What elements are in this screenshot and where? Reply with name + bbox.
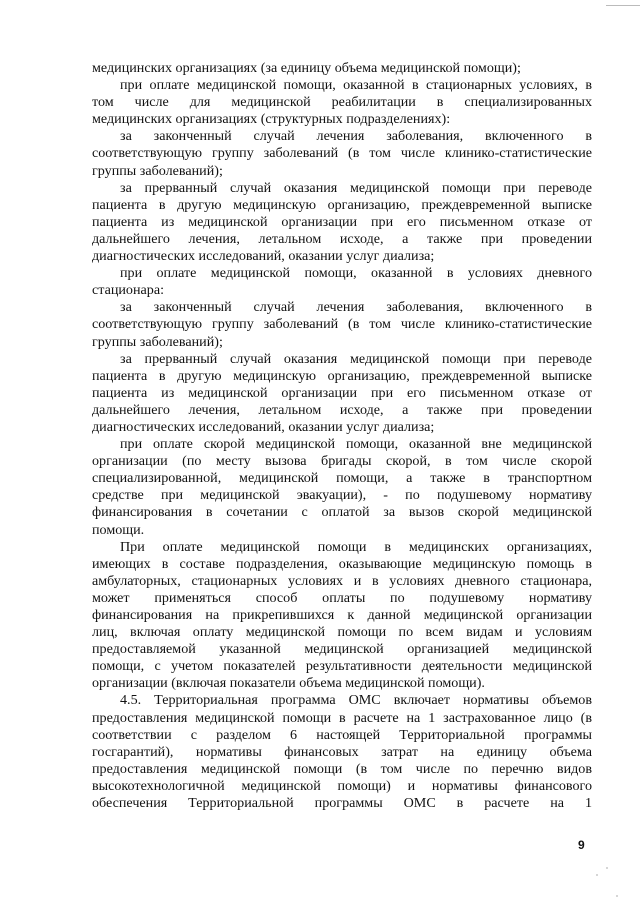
text-line: за прерванный случай оказания медицинской помощи при переводе [120,350,592,367]
text-line: том числе для медицинской реабилитации в специализированных [92,94,592,111]
text-line: за законченный случай лечения заболевания, включенного в [120,128,592,145]
document-body [92,60,592,812]
text-line: средстве при медицинской эвакуации), - по подушевому нормативу [92,487,592,504]
text-line: помощи. [92,521,145,538]
text-line: стационара: [92,282,164,299]
text-line: лиц, включая оплату медицинской помощи по всем видам и условиям [92,624,592,641]
scan-speck [596,874,598,876]
text-line: пациента из медицинской организации при его письменном отказе от [92,213,592,230]
text-line: соответствующую группу заболеваний (в том числе клинико-статистические [92,145,592,162]
text-line: медицинских организациях (за единицу объема медицинской помощи); [92,60,521,76]
text-line: дальнейшего лечения, летальном исходе, а также при проведении [92,230,592,247]
text-line: может применяться способ оплаты по подушевому нормативу [92,589,592,606]
text-line: соответствующую группу заболеваний (в том числе клинико-статистические [92,316,592,333]
text-line: пациента в другую медицинскую организацию, преждевременной выписке [92,196,592,213]
text-line: организации (включая показатели объема медицинской помощи). [92,675,485,692]
text-line: пациента в другую медицинскую организацию, преждевременной выписке [92,367,592,384]
text-line: медицинских организациях (структурных подразделениях): [92,111,451,128]
text-line: госгарантий), нормативы финансовых затрат на единицу объема [92,743,592,760]
text-line: при оплате скорой медицинской помощи, оказанной вне медицинской [120,436,592,453]
text-line: При оплате медицинской помощи в медицинских организациях, [120,538,592,555]
text-line: финансирования в сочетании с оплатой за вызов скорой медицинской [92,504,592,521]
text-line: имеющих в составе подразделения, оказывающие медицинскую помощь в [92,555,592,572]
text-line: за прерванный случай оказания медицинской помощи при переводе [120,179,592,196]
text-line: за законченный случай лечения заболевания, включенного в [120,299,592,316]
text-line: группы заболеваний); [92,162,223,179]
text-line: предоставления медицинской помощи (в том числе по перечню видов [92,760,592,777]
text-line: амбулаторных, стационарных условиях и в условиях дневного стационара, [92,572,592,589]
text-line: высокотехнологичной медицинской помощи) и нормативы финансового [92,777,592,794]
scan-edge-mark [606,5,640,6]
page-number: 9 [578,838,585,852]
text-line: 4.5. Территориальная программа ОМС включает нормативы объемов [120,692,592,709]
text-line: при оплате медицинской помощи, оказанной в условиях дневного [120,265,592,282]
text-line: соответствии с разделом 6 настоящей Территориальной программы [92,726,592,743]
text-line: диагностических исследований, оказании услуг диализа; [92,248,435,265]
text-line: диагностических исследований, оказании услуг диализа; [92,418,435,435]
text-line: предоставляемой указанной медицинской организацией медицинской [92,641,592,658]
text-line: группы заболеваний); [92,333,223,350]
text-line: помощи, с учетом показателей результативности деятельности медицинской [92,658,592,675]
text-line: предоставления медицинской помощи в расчете на 1 застрахованное лицо (в [92,709,592,726]
scan-speck [606,867,608,869]
text-line: обеспечения Территориальной программы ОМС в расчете на 1 [92,795,592,812]
text-line: дальнейшего лечения, летальном исходе, а также при проведении [92,401,592,418]
text-line: организации (по месту вызова бригады скорой, в том числе скорой [92,453,592,470]
text-line: специализированной, медицинской помощи, а также в транспортном [92,470,592,487]
text-line: при оплате медицинской помощи, оказанной в стационарных условиях, в [120,77,592,94]
scan-speck [616,895,618,897]
text-line: финансирования на прикрепившихся к данной медицинской организации [92,607,592,623]
text-line: пациента из медицинской организации при его письменном отказе от [92,384,592,401]
